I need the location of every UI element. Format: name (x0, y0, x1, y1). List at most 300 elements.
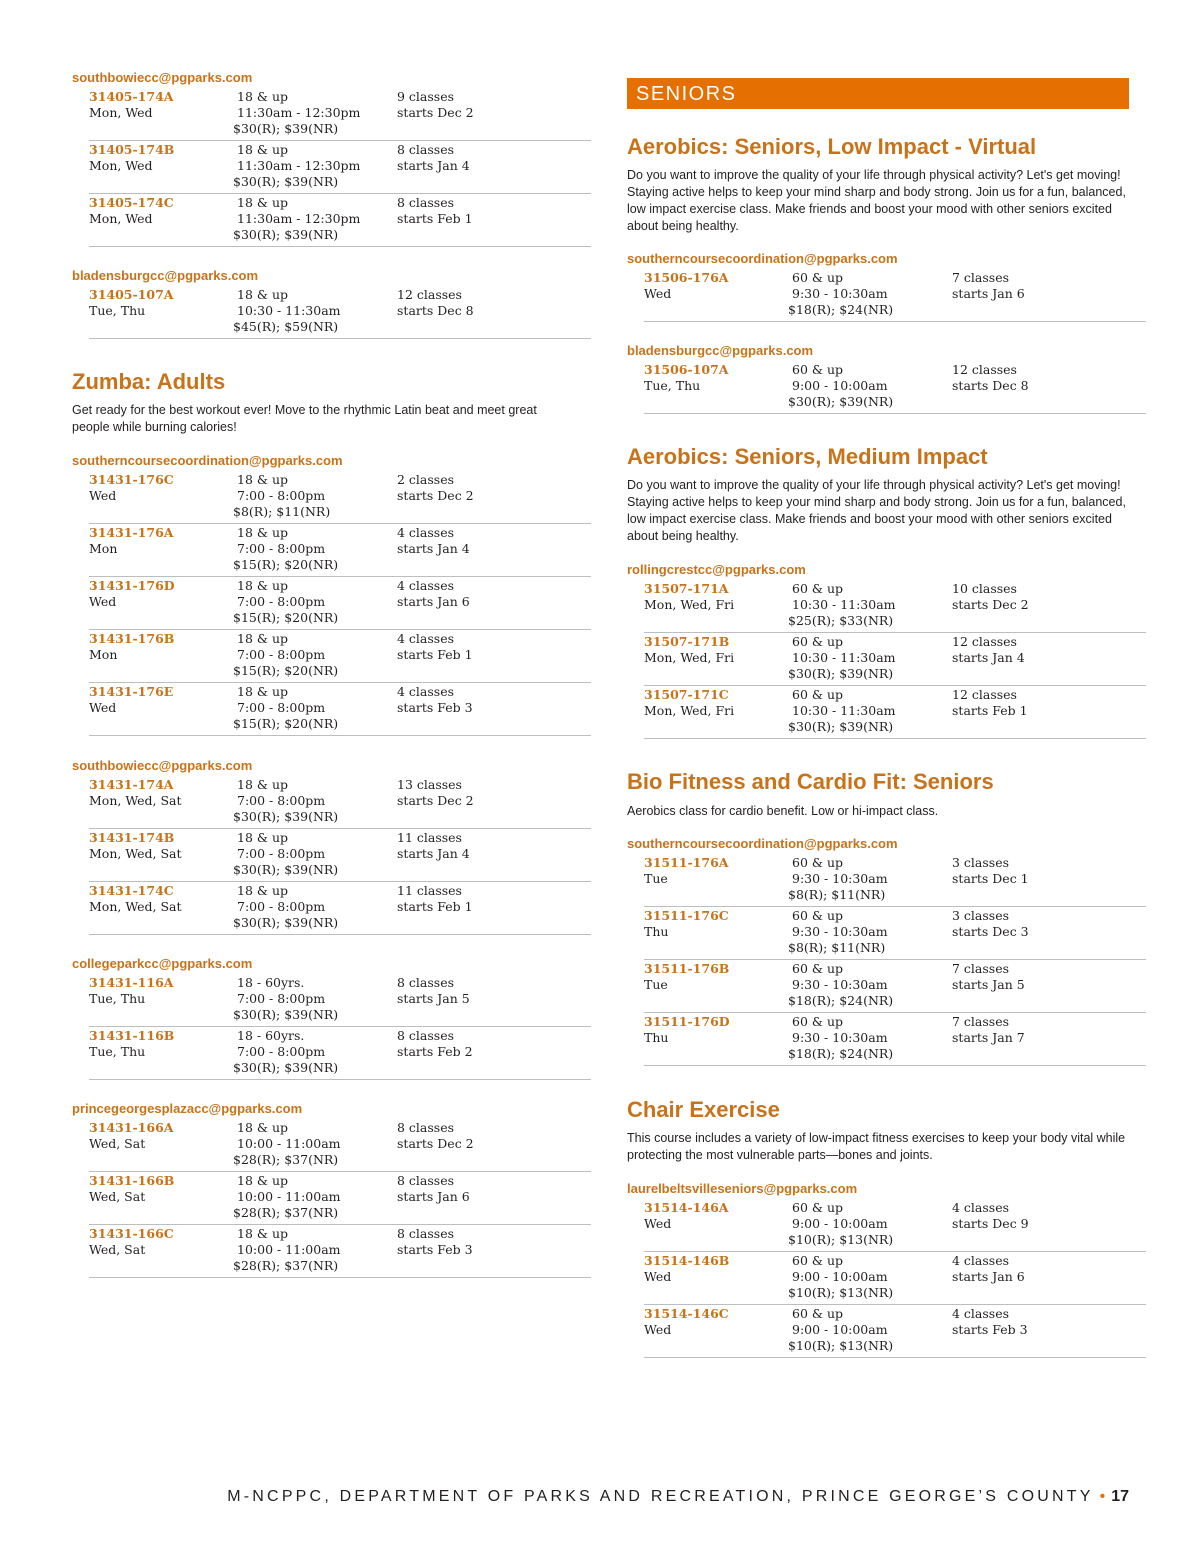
class-time: 7:00 - 8:00pm (237, 647, 326, 662)
col-code-days (89, 777, 237, 827)
col-age-time (788, 687, 952, 737)
course-description: Do you want to improve the quality of your life through physical activity? Let's get moving! Staying active helps to keep your mind sharp and body strong. Join us for a fun, balanced, low impact exercise class. Make friends and boost your mood with other seniors excited about being healthy. (627, 168, 1126, 233)
col-sessions (952, 687, 1146, 737)
col-age-time (233, 777, 397, 827)
col-sessions (397, 975, 591, 1025)
col-sessions (397, 883, 591, 933)
course-days: Wed, Sat (89, 1189, 146, 1204)
class-time: 9:30 - 10:30am (792, 871, 888, 886)
age-range: 18 & up (237, 195, 289, 210)
course-code: 31507-171C (644, 687, 729, 702)
course-days: Tue, Thu (89, 303, 146, 318)
start-date: starts Jan 6 (952, 286, 1025, 301)
course-code: 31506-107A (644, 362, 729, 377)
age-range: 18 & up (237, 89, 289, 104)
class-count: 4 classes (952, 1253, 1010, 1268)
course-days: Mon, Wed (89, 105, 153, 120)
course-days: Wed (644, 1322, 672, 1337)
start-date: starts Jan 6 (397, 594, 470, 609)
age-range: 60 & up (792, 362, 844, 377)
col-sessions (397, 684, 591, 734)
age-range: 60 & up (792, 1014, 844, 1029)
schedule-row (89, 472, 591, 524)
col-age-time (233, 684, 397, 734)
course-description: Aerobics class for cardio benefit. Low or hi-impact class. (627, 804, 939, 818)
course-title: Aerobics: Seniors, Low Impact - Virtual (627, 134, 1037, 159)
class-count: 3 classes (952, 908, 1010, 923)
age-range: 18 & up (237, 472, 289, 487)
age-range: 60 & up (792, 581, 844, 596)
class-count: 4 classes (952, 1200, 1010, 1215)
class-time: 10:00 - 11:00am (237, 1242, 341, 1257)
class-price: $30(R); $39(NR) (788, 719, 894, 734)
age-range: 18 - 60yrs. (237, 1028, 305, 1043)
class-time: 9:30 - 10:30am (792, 1030, 888, 1045)
col-code-days (89, 631, 237, 681)
schedule-row (644, 270, 1146, 322)
class-count: 8 classes (397, 975, 455, 990)
col-age-time (233, 975, 397, 1025)
course-code: 31431-166C (89, 1226, 174, 1241)
class-count: 7 classes (952, 1014, 1010, 1029)
course-code: 31506-176A (644, 270, 729, 285)
start-date: starts Jan 6 (397, 1189, 470, 1204)
col-code-days (644, 270, 792, 320)
schedule-row (89, 1120, 591, 1172)
contact-email[interactable]: southerncoursecoordination@pgparks.com (627, 836, 898, 851)
course-days: Tue (644, 977, 668, 992)
class-count: 13 classes (397, 777, 462, 792)
class-price: $15(R); $20(NR) (233, 557, 339, 572)
col-code-days (89, 883, 237, 933)
col-sessions (397, 142, 591, 192)
start-date: starts Dec 2 (397, 105, 474, 120)
class-price: $28(R); $37(NR) (233, 1152, 339, 1167)
schedule-row (644, 1253, 1146, 1305)
class-price: $28(R); $37(NR) (233, 1258, 339, 1273)
age-range: 60 & up (792, 1200, 844, 1215)
course-description: This course includes a variety of low-impact fitness exercises to keep your body vital while protecting the most vulnerable parts—bones and joints. (627, 1131, 1126, 1162)
page-footer (0, 1488, 1129, 1506)
age-range: 60 & up (792, 1306, 844, 1321)
class-count: 3 classes (952, 855, 1010, 870)
age-range: 18 & up (237, 142, 289, 157)
col-code-days (89, 1226, 237, 1276)
course-days: Mon, Wed, Fri (644, 703, 735, 718)
course-title: Bio Fitness and Cardio Fit: Seniors (627, 769, 994, 794)
class-price: $8(R); $11(NR) (788, 887, 886, 902)
col-code-days (89, 830, 237, 880)
course-code: 31511-176A (644, 855, 729, 870)
course-days: Wed (89, 700, 117, 715)
col-code-days (644, 855, 792, 905)
course-days: Wed (644, 1216, 672, 1231)
class-time: 7:00 - 8:00pm (237, 899, 326, 914)
class-price: $10(R); $13(NR) (788, 1338, 894, 1353)
col-age-time (233, 631, 397, 681)
class-price: $18(R); $24(NR) (788, 993, 894, 1008)
class-price: $30(R); $39(NR) (233, 809, 339, 824)
class-time: 7:00 - 8:00pm (237, 991, 326, 1006)
class-price: $10(R); $13(NR) (788, 1285, 894, 1300)
footer-text: M-NCPPC, DEPARTMENT OF PARKS AND RECREATION, PRINCE GEORGE’S COUNTY (227, 1488, 1094, 1505)
schedule-row (89, 830, 591, 882)
class-time: 7:00 - 8:00pm (237, 488, 326, 503)
course-days: Mon, Wed (89, 211, 153, 226)
col-age-time (788, 855, 952, 905)
col-code-days (89, 578, 237, 628)
class-price: $15(R); $20(NR) (233, 610, 339, 625)
col-sessions (397, 1226, 591, 1276)
course-days: Thu (644, 1030, 669, 1045)
schedule-row (89, 684, 591, 736)
course-days: Wed (644, 286, 672, 301)
course-days: Mon, Wed, Sat (89, 793, 182, 808)
course-days: Mon, Wed, Sat (89, 899, 182, 914)
col-code-days (644, 634, 792, 684)
col-code-days (89, 89, 237, 139)
contact-email[interactable]: southerncoursecoordination@pgparks.com (72, 453, 343, 468)
section-banner-seniors: SENIORS (627, 78, 1129, 109)
col-sessions (952, 581, 1146, 631)
course-title: Chair Exercise (627, 1097, 780, 1122)
class-price: $30(R); $39(NR) (233, 1007, 339, 1022)
course-days: Wed, Sat (89, 1242, 146, 1257)
col-sessions (397, 1028, 591, 1078)
class-count: 12 classes (397, 287, 462, 302)
schedule-table (89, 472, 591, 737)
col-code-days (89, 142, 237, 192)
schedule-row (89, 578, 591, 630)
start-date: starts Feb 1 (397, 899, 473, 914)
age-range: 18 & up (237, 830, 289, 845)
age-range: 18 & up (237, 777, 289, 792)
course-code: 31405-107A (89, 287, 174, 302)
course-days: Mon (89, 647, 118, 662)
col-sessions (952, 1306, 1146, 1356)
age-range: 60 & up (792, 634, 844, 649)
class-time: 9:00 - 10:00am (792, 378, 888, 393)
schedule-row (644, 961, 1146, 1013)
start-date: starts Dec 1 (952, 871, 1029, 886)
start-date: starts Dec 2 (397, 793, 474, 808)
start-date: starts Dec 2 (397, 488, 474, 503)
class-time: 9:30 - 10:30am (792, 286, 888, 301)
footer-bullet: • (1099, 1488, 1106, 1505)
col-sessions (952, 270, 1146, 320)
course-code: 31511-176C (644, 908, 729, 923)
col-age-time (233, 525, 397, 575)
col-age-time (788, 634, 952, 684)
col-sessions (397, 1120, 591, 1170)
course-title: Zumba: Adults (72, 369, 226, 394)
class-price: $18(R); $24(NR) (788, 302, 894, 317)
start-date: starts Jan 4 (397, 541, 470, 556)
start-date: starts Jan 4 (397, 158, 470, 173)
col-age-time (788, 1200, 952, 1250)
course-days: Wed (89, 488, 117, 503)
age-range: 18 & up (237, 525, 289, 540)
course-days: Mon, Wed, Fri (644, 650, 735, 665)
contact-email[interactable]: princegeorgesplazacc@pgparks.com (72, 1101, 303, 1116)
col-code-days (89, 525, 237, 575)
col-age-time (233, 1173, 397, 1223)
age-range: 60 & up (792, 908, 844, 923)
class-time: 7:00 - 8:00pm (237, 1044, 326, 1059)
course-code: 31431-176B (89, 631, 175, 646)
class-time: 10:30 - 11:30am (792, 703, 896, 718)
start-date: starts Feb 1 (397, 647, 473, 662)
class-count: 4 classes (397, 578, 455, 593)
course-code: 31405-174C (89, 195, 174, 210)
age-range: 18 & up (237, 1120, 289, 1135)
class-count: 10 classes (952, 581, 1017, 596)
course-code: 31431-174B (89, 830, 175, 845)
course-days: Tue (644, 871, 668, 886)
course-code: 31507-171B (644, 634, 730, 649)
class-time: 7:00 - 8:00pm (237, 793, 326, 808)
schedule-row (644, 362, 1146, 414)
col-age-time (233, 578, 397, 628)
class-price: $45(R); $59(NR) (233, 319, 339, 334)
contact-email[interactable]: collegeparkcc@pgparks.com (72, 956, 253, 971)
start-date: starts Dec 9 (952, 1216, 1029, 1231)
class-time: 9:00 - 10:00am (792, 1216, 888, 1231)
class-price: $8(R); $11(NR) (788, 940, 886, 955)
contact-email[interactable]: laurelbeltsvilleseniors@pgparks.com (627, 1181, 858, 1196)
class-count: 11 classes (397, 830, 462, 845)
course-days: Tue, Thu (89, 1044, 146, 1059)
schedule-row (89, 1173, 591, 1225)
class-count: 8 classes (397, 1226, 455, 1241)
course-code: 31431-176E (89, 684, 174, 699)
schedule-row (89, 89, 591, 141)
class-count: 7 classes (952, 961, 1010, 976)
col-sessions (952, 1014, 1146, 1064)
class-price: $15(R); $20(NR) (233, 663, 339, 678)
schedule-table (89, 975, 591, 1081)
start-date: starts Jan 7 (952, 1030, 1025, 1045)
class-time: 11:30am - 12:30pm (237, 105, 361, 120)
course-description: Get ready for the best workout ever! Move to the rhythmic Latin beat and meet great people while burning calories! (72, 403, 537, 434)
class-count: 12 classes (952, 634, 1017, 649)
class-price: $18(R); $24(NR) (788, 1046, 894, 1061)
age-range: 18 & up (237, 1226, 289, 1241)
class-time: 11:30am - 12:30pm (237, 211, 361, 226)
col-code-days (89, 195, 237, 245)
class-price: $10(R); $13(NR) (788, 1232, 894, 1247)
col-sessions (952, 1200, 1146, 1250)
col-sessions (397, 631, 591, 681)
col-age-time (233, 830, 397, 880)
col-code-days (644, 1306, 792, 1356)
col-age-time (788, 961, 952, 1011)
start-date: starts Jan 4 (397, 846, 470, 861)
class-price: $25(R); $33(NR) (788, 613, 894, 628)
class-count: 8 classes (397, 1173, 455, 1188)
schedule-row (644, 687, 1146, 739)
start-date: starts Jan 5 (952, 977, 1025, 992)
course-code: 31431-116B (89, 1028, 175, 1043)
class-price: $15(R); $20(NR) (233, 716, 339, 731)
course-code: 31431-176A (89, 525, 174, 540)
schedule-table (89, 287, 591, 340)
class-time: 10:00 - 11:00am (237, 1136, 341, 1151)
col-sessions (397, 830, 591, 880)
col-sessions (397, 525, 591, 575)
start-date: starts Dec 2 (397, 1136, 474, 1151)
class-count: 4 classes (397, 631, 455, 646)
col-code-days (89, 684, 237, 734)
schedule-row (644, 1306, 1146, 1358)
schedule-row (89, 777, 591, 829)
class-count: 12 classes (952, 362, 1017, 377)
class-count: 8 classes (397, 1120, 455, 1135)
class-time: 7:00 - 8:00pm (237, 594, 326, 609)
col-code-days (89, 1120, 237, 1170)
course-days: Thu (644, 924, 669, 939)
course-code: 31431-176D (89, 578, 175, 593)
col-age-time (233, 883, 397, 933)
contact-email[interactable]: southbowiecc@pgparks.com (72, 70, 253, 85)
schedule-row (644, 1014, 1146, 1066)
class-count: 9 classes (397, 89, 455, 104)
age-range: 18 & up (237, 883, 289, 898)
col-code-days (89, 287, 237, 337)
class-count: 8 classes (397, 1028, 455, 1043)
start-date: starts Jan 4 (952, 650, 1025, 665)
start-date: starts Feb 2 (397, 1044, 473, 1059)
start-date: starts Feb 1 (397, 211, 473, 226)
course-code: 31431-166B (89, 1173, 175, 1188)
class-count: 4 classes (397, 525, 455, 540)
start-date: starts Dec 3 (952, 924, 1029, 939)
class-price: $30(R); $39(NR) (233, 1060, 339, 1075)
col-age-time (233, 1120, 397, 1170)
contact-email[interactable]: rollingcrestcc@pgparks.com (627, 562, 806, 577)
class-price: $30(R); $39(NR) (233, 915, 339, 930)
course-days: Mon (89, 541, 118, 556)
course-code: 31431-166A (89, 1120, 174, 1135)
start-date: starts Feb 3 (952, 1322, 1028, 1337)
class-price: $30(R); $39(NR) (233, 121, 339, 136)
col-sessions (952, 855, 1146, 905)
col-code-days (644, 908, 792, 958)
col-sessions (952, 908, 1146, 958)
course-code: 31405-174A (89, 89, 174, 104)
col-age-time (233, 142, 397, 192)
col-age-time (788, 270, 952, 320)
schedule-row (89, 975, 591, 1027)
schedule-row (644, 581, 1146, 633)
class-price: $28(R); $37(NR) (233, 1205, 339, 1220)
class-time: 7:00 - 8:00pm (237, 846, 326, 861)
class-time: 9:30 - 10:30am (792, 977, 888, 992)
class-count: 8 classes (397, 195, 455, 210)
col-age-time (788, 1253, 952, 1303)
col-code-days (644, 581, 792, 631)
course-code: 31431-174C (89, 883, 174, 898)
start-date: starts Dec 2 (952, 597, 1029, 612)
start-date: starts Jan 6 (952, 1269, 1025, 1284)
contact-email[interactable]: bladensburgcc@pgparks.com (72, 268, 259, 283)
col-age-time (788, 581, 952, 631)
col-code-days (89, 975, 237, 1025)
start-date: starts Jan 5 (397, 991, 470, 1006)
schedule-row (89, 1028, 591, 1080)
age-range: 18 - 60yrs. (237, 975, 305, 990)
course-code: 31431-174A (89, 777, 174, 792)
course-code: 31431-176C (89, 472, 174, 487)
col-sessions (397, 777, 591, 827)
course-description: Do you want to improve the quality of your life through physical activity? Let's get moving! Staying active helps to keep your mind sharp and body strong. Join us for a fun, balanced, low impact exercise class. Make friends and boost your mood with other seniors excited about being healthy. (627, 478, 1126, 543)
schedule-table (644, 362, 1146, 415)
col-age-time (233, 1028, 397, 1078)
col-age-time (788, 362, 952, 412)
class-time: 11:30am - 12:30pm (237, 158, 361, 173)
col-sessions (397, 472, 591, 522)
schedule-row (89, 287, 591, 339)
class-time: 9:00 - 10:00am (792, 1269, 888, 1284)
contact-email[interactable]: southbowiecc@pgparks.com (72, 758, 253, 773)
contact-email[interactable]: southerncoursecoordination@pgparks.com (627, 251, 898, 266)
col-code-days (644, 362, 792, 412)
class-count: 2 classes (397, 472, 455, 487)
class-count: 11 classes (397, 883, 462, 898)
col-sessions (397, 1173, 591, 1223)
class-price: $30(R); $39(NR) (233, 862, 339, 877)
course-days: Mon, Wed, Fri (644, 597, 735, 612)
age-range: 18 & up (237, 578, 289, 593)
age-range: 18 & up (237, 631, 289, 646)
col-sessions (397, 287, 591, 337)
schedule-row (644, 855, 1146, 907)
col-sessions (952, 634, 1146, 684)
course-days: Wed (644, 1269, 672, 1284)
age-range: 60 & up (792, 1253, 844, 1268)
start-date: starts Feb 3 (397, 700, 473, 715)
course-code: 31431-116A (89, 975, 174, 990)
class-price: $30(R); $39(NR) (788, 666, 894, 681)
start-date: starts Dec 8 (397, 303, 474, 318)
age-range: 18 & up (237, 684, 289, 699)
course-code: 31507-171A (644, 581, 729, 596)
contact-email[interactable]: bladensburgcc@pgparks.com (627, 343, 814, 358)
class-time: 10:30 - 11:30am (792, 650, 896, 665)
schedule-table (644, 855, 1146, 1067)
class-count: 12 classes (952, 687, 1017, 702)
course-code: 31514-146A (644, 1200, 729, 1215)
schedule-row (89, 1226, 591, 1278)
schedule-row (89, 142, 591, 194)
course-days: Tue, Thu (644, 378, 701, 393)
course-code: 31514-146C (644, 1306, 729, 1321)
col-code-days (644, 1014, 792, 1064)
col-code-days (89, 472, 237, 522)
schedule-table (644, 1200, 1146, 1359)
col-sessions (952, 362, 1146, 412)
schedule-row (89, 883, 591, 935)
course-code: 31511-176D (644, 1014, 730, 1029)
start-date: starts Dec 8 (952, 378, 1029, 393)
col-code-days (89, 1173, 237, 1223)
col-age-time (233, 1226, 397, 1276)
schedule-row (89, 195, 591, 247)
class-time: 9:00 - 10:00am (792, 1322, 888, 1337)
col-age-time (788, 1306, 952, 1356)
schedule-table (644, 270, 1146, 323)
class-count: 7 classes (952, 270, 1010, 285)
